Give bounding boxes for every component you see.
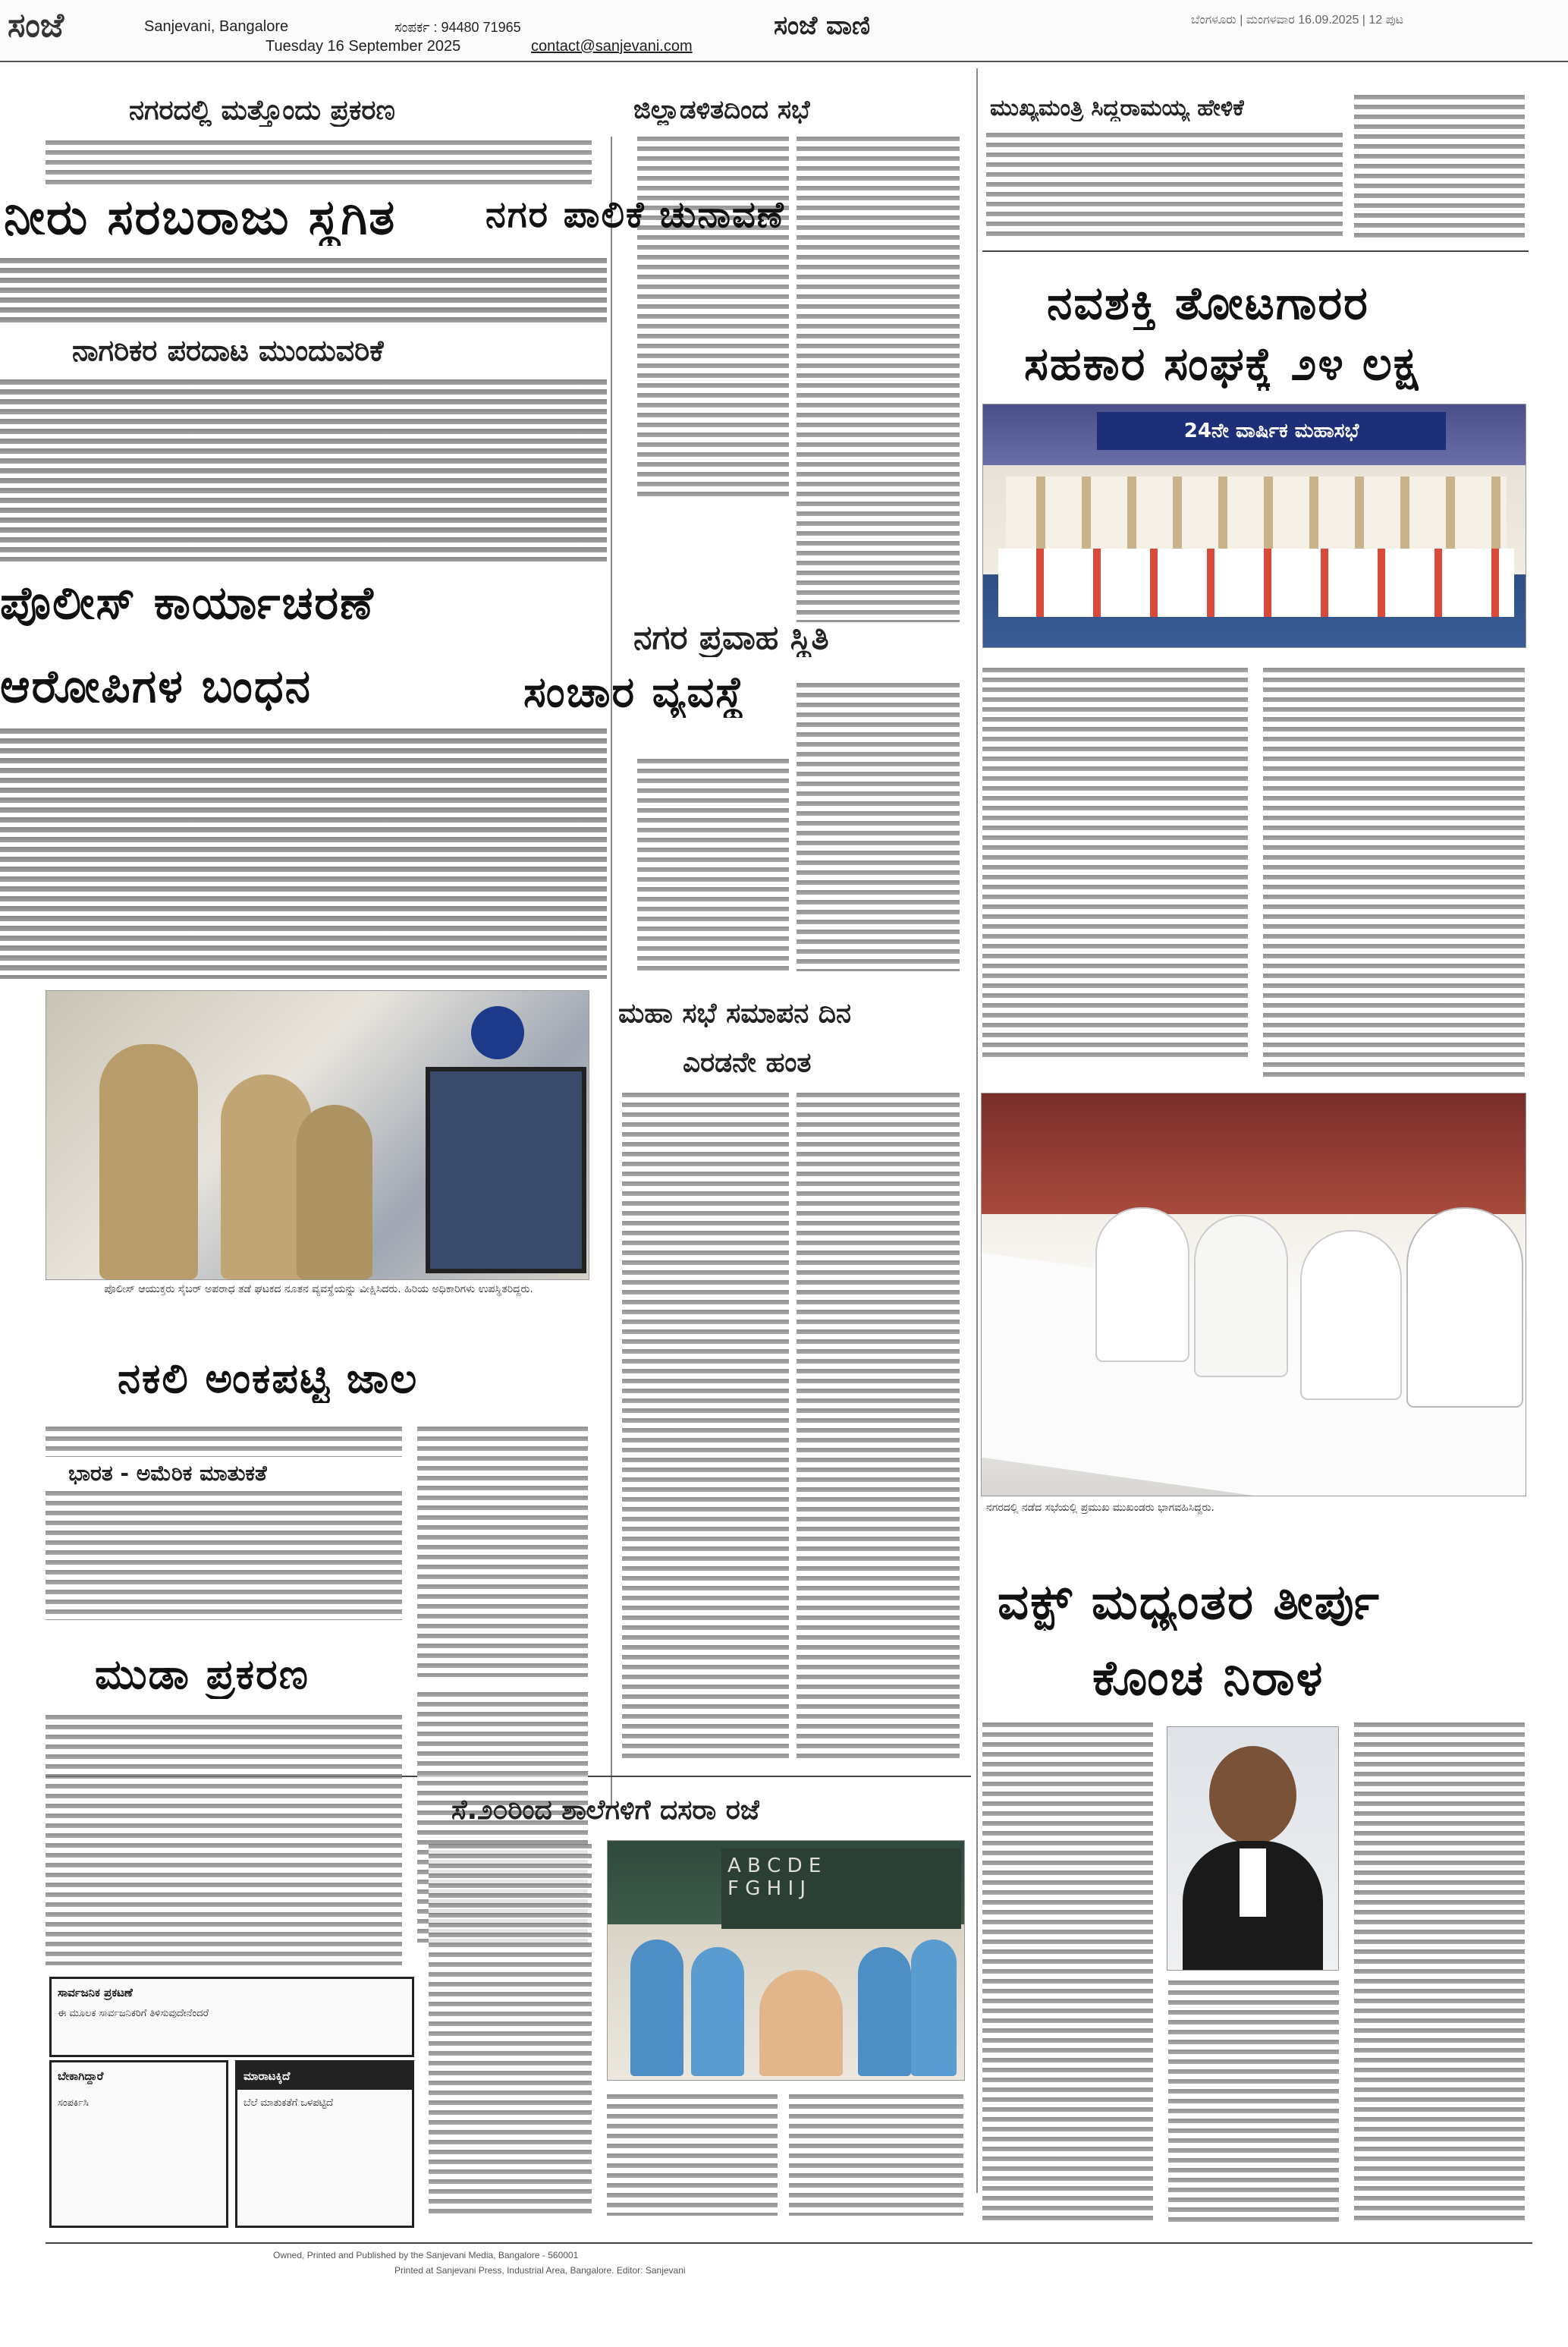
masthead-top-right-info: ಬೆಂಗಳೂರು | ಮಂಗಳವಾರ 16.09.2025 | 12 ಪುಟ (1191, 14, 1404, 27)
classified-ad[interactable] (49, 1977, 414, 2057)
attendee-figure (1406, 1207, 1523, 1408)
student-figure (911, 1940, 957, 2076)
middle-fourth-headline-b: ಎರಡನೇ ಹಂತ (683, 1047, 812, 1078)
middle-fourth-headline: ಮಹಾ ಸಭೆ ಸಮಾಪನ ದಿನ (618, 998, 852, 1029)
text-block (46, 1427, 402, 1457)
section-rule (982, 250, 1529, 252)
footer-rule (46, 2242, 1532, 2244)
right-waqf-headline-line1: ವಕ್ಫ್ ಮಧ್ಯಂತರ ತೀರ್ಪು (998, 1575, 1381, 1631)
left-second-headline: ಪೊಲೀಸ್ ಕಾರ್ಯಾಚರಣೆ (0, 577, 375, 630)
masthead-logo-right: ಸಂಜೆ ವಾಣಿ (774, 11, 871, 41)
portrait-collar (1240, 1848, 1266, 1917)
people-row (1006, 477, 1507, 552)
text-block (637, 137, 789, 501)
text-block (1354, 1722, 1525, 2223)
left-third-headline: ಆರೋಪಿಗಳ ಬಂಧನ (0, 660, 313, 713)
ad-title: ಬೇಕಾಗಿದ್ದಾರೆ (58, 2069, 104, 2083)
ad-body: ಸಂಪರ್ಕಿಸಿ (58, 2097, 89, 2109)
ad-body: ಬೆಲೆ ಮಾತುಕತೆಗೆ ಒಳಪಟ್ಟಿದೆ (244, 2097, 333, 2109)
text-block (1263, 668, 1525, 1078)
text-block (797, 137, 960, 622)
ad-title: ಮಾರಾಟಕ್ಕಿದೆ (237, 2062, 412, 2090)
ad-body: ಈ ಮೂಲಕ ಸಾರ್ವಜನಿಕರಿಗೆ ತಿಳಿಸುವುದೇನೆಂದರೆ (58, 2008, 209, 2019)
lawyer-portrait (1167, 1726, 1339, 1971)
masthead-logo-left: ಸಂಜೆ (8, 6, 64, 45)
portrait-head (1209, 1746, 1296, 1845)
footer-line: Owned, Printed and Published by the Sanjevani Media, Bangalore - 560001 (273, 2250, 579, 2260)
text-block (0, 258, 607, 326)
text-block (607, 2094, 778, 2216)
text-block (622, 1093, 789, 1760)
text-block (0, 379, 607, 562)
student-figure (691, 1947, 744, 2076)
police-photo (46, 990, 589, 1280)
footer-line: Printed at Sanjevani Press, Industrial Area, Bangalore. Editor: Sanjevani (394, 2265, 686, 2276)
attendee-figure (1095, 1207, 1189, 1362)
text-block (797, 683, 960, 971)
left-bottom-headline: ಮುಡಾ ಪ್ರಕರಣ (95, 1650, 310, 1698)
police-emblem (471, 1006, 524, 1059)
attendee-figure (1300, 1230, 1402, 1400)
student-figure (630, 1940, 683, 2076)
center-ad-headline: ನಕಲಿ ಅಂಕಪಟ್ಟಿ ಜಾಲ (118, 1354, 419, 1402)
middle-third-headline: ಸಂಚಾರ ವ್ಯವಸ್ಥೆ (523, 668, 746, 717)
officer-figure (99, 1044, 198, 1279)
blackboard: A B C D E F G H I J (721, 1848, 961, 1929)
text-block (46, 1715, 402, 1965)
right-main-headline-line2: ಸಹಕಾರ ಸಂಘಕ್ಕೆ ೨೪ ಲಕ್ಷ (1024, 338, 1420, 391)
right-waqf-headline-line2: ಕೊಂಚ ನಿರಾಳ (1092, 1650, 1324, 1707)
classroom-photo (607, 1840, 965, 2081)
award-ceremony-photo (982, 404, 1526, 648)
classified-ad[interactable] (49, 2060, 228, 2228)
police-photo-caption: ಪೊಲೀಸ್ ಆಯುಕ್ತರು ಸೈಬರ್ ಅಪರಾಧ ತಡೆ ಘಟಕದ ನೂತನ ವ್ಯವಸ್ಥೆಯನ್ನು ವೀಕ್ಷಿಸಿದರು. ಹಿರಿಯ ಅಧಿಕಾರಿಗಳು ಉಪಸ್ಥಿತರಿದ್ದರು. (104, 1283, 533, 1295)
text-block (789, 2094, 963, 2216)
text-block (46, 140, 592, 186)
text-block (797, 1093, 960, 1760)
school-headline: ಸೆ.೨೦ರಿಂದ ಶಾಲೆಗಳಿಗೆ ದಸರಾ ರಜೆ (451, 1795, 760, 1826)
masthead-phone: ಸಂಪರ್ಕ : 94480 71965 (394, 20, 521, 35)
left-main-headline: ನೀರು ಸರಬರಾಜು ಸ್ಥಗಿತ (4, 190, 397, 246)
text-block (986, 133, 1343, 239)
text-block (637, 759, 789, 971)
text-block (1168, 1980, 1339, 2223)
officer-figure (297, 1105, 372, 1279)
award-banner: 24ನೇ ವಾರ್ಷಿಕ ಮಹಾಸಭೆ (1097, 412, 1446, 450)
attendee-figure (1194, 1215, 1288, 1377)
masthead-location: Sanjevani, Bangalore (144, 18, 289, 35)
middle-top-headline: ಜಿಲ್ಲಾಡಳಿತದಿಂದ ಸಭೆ (633, 95, 810, 125)
student-figure (858, 1947, 911, 2076)
text-block (982, 1722, 1153, 2223)
display-screen (426, 1067, 586, 1273)
center-ad-subheadline: ಭಾರತ - ಅಮೆರಿಕ ಮಾತುಕತೆ (68, 1461, 267, 1486)
text-block (46, 1491, 402, 1620)
right-top-headline: ಮುಖ್ಯಮಂತ್ರಿ ಸಿದ್ದರಾಮಯ್ಯ ಹೇಳಿಕೆ (990, 95, 1244, 121)
column-rule (611, 137, 612, 1806)
meeting-photo-caption: ನಗರದಲ್ಲಿ ನಡೆದ ಸಭೆಯಲ್ಲಿ ಪ್ರಮುಖ ಮುಖಂಡರು ಭಾಗವಹಿಸಿದ್ದರು. (986, 1502, 1214, 1514)
text-block (1354, 95, 1525, 239)
text-block (429, 1844, 592, 2216)
meeting-photo (981, 1093, 1526, 1496)
teacher-figure (759, 1970, 843, 2076)
classified-ad[interactable] (235, 2060, 414, 2228)
masthead-date: Tuesday 16 September 2025 (266, 38, 461, 55)
text-block (0, 728, 607, 979)
left-subheadline: ನಾಗರಿಕರ ಪರದಾಟ ಮುಂದುವರಿಕೆ (72, 334, 384, 367)
right-main-headline-line1: ನವಶಕ್ತಿ ತೋಟಗಾರರ (1047, 277, 1369, 330)
left-top-kicker: ನಗರದಲ್ಲಿ ಮತ್ತೊಂದು ಪ್ರಕರಣ (129, 95, 395, 126)
middle-second-headline: ನಗರ ಪ್ರವಾಹ ಸ್ಥಿತಿ (633, 618, 829, 657)
masthead-email[interactable]: contact@sanjevani.com (531, 38, 693, 55)
people-row (998, 549, 1514, 617)
middle-first-headline: ನಗರ ಪಾಲಿಕೆ ಚುನಾವಣೆ (485, 193, 785, 236)
text-block (982, 668, 1248, 1062)
ad-title: ಸಾರ್ವಜನಿಕ ಪ್ರಕಟಣೆ (58, 1986, 133, 1999)
text-block (417, 1427, 588, 1677)
masthead-strip (0, 0, 1568, 62)
column-rule (976, 68, 978, 2193)
